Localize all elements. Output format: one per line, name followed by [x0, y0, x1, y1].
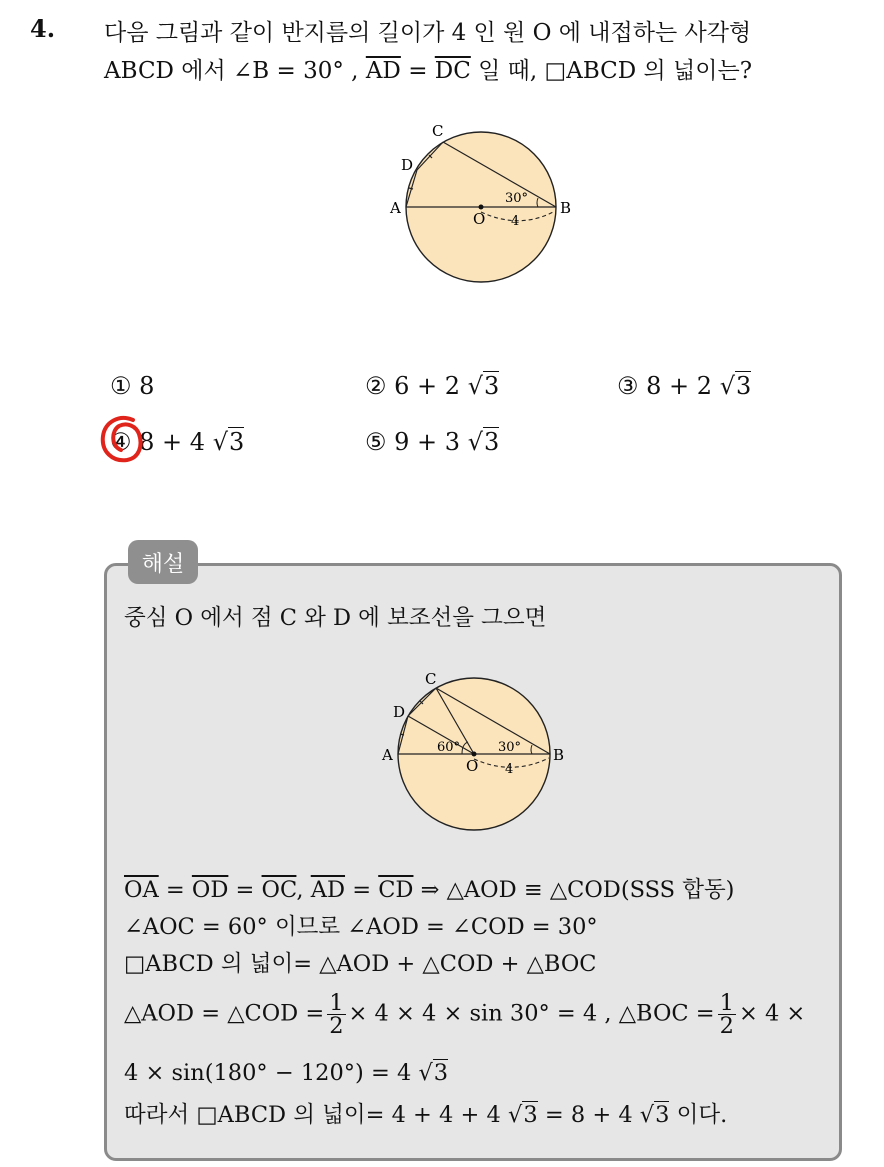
fraction-numerator: 1 — [719, 990, 734, 1016]
solution-line-6 — [124, 1097, 727, 1129]
choice-4-radicand: 3 — [229, 428, 245, 456]
sqrt-sign: √3 — [639, 1102, 670, 1128]
segment-oa: $\overline{OA}$ — [124, 877, 159, 903]
label-angle-30: 30° — [505, 191, 529, 206]
solution-tab: 해설 — [128, 540, 198, 584]
equals-sign: = — [352, 877, 372, 903]
label-d: D — [401, 156, 414, 174]
solution-line-1-rest: ⇒ △AOD ≡ △COD(SSS 합동) — [420, 877, 735, 903]
choice-2-number: ② — [365, 372, 387, 400]
solution-line-6-post: 이다. — [676, 1102, 728, 1128]
sqrt-sign: √3 — [508, 1102, 538, 1128]
choice-2[interactable] — [365, 372, 499, 400]
center-dot — [472, 752, 477, 757]
label-d: D — [393, 703, 406, 721]
solution-line-4-a: △AOD = △COD = — [124, 1000, 325, 1027]
label-c: C — [425, 670, 437, 688]
choice-4-value: 8 + 4 — [139, 428, 206, 456]
fraction-numerator: 1 — [329, 990, 344, 1016]
choice-1[interactable] — [110, 372, 154, 400]
choice-3-number: ③ — [617, 372, 639, 400]
label-radius: 4 — [505, 762, 514, 777]
solution-line-2: ∠AOC = 60° 이므로 ∠AOD = ∠COD = 30° — [124, 914, 598, 940]
sqrt-sign: √3 — [418, 1060, 449, 1086]
solution-line-5-pre: 4 × sin(180° − 120°) = 4 — [124, 1060, 412, 1086]
choice-3-radicand: 3 — [736, 372, 752, 400]
choice-1-number: ① — [110, 372, 132, 400]
label-angle-30: 30° — [498, 740, 522, 755]
fraction-denominator: 2 — [719, 1013, 734, 1039]
question-figure — [380, 118, 580, 288]
choice-1-value: 8 — [139, 372, 155, 400]
sqrt-sign: √3 — [212, 428, 245, 456]
choice-5-number: ⑤ — [365, 428, 387, 456]
choice-2-value: 6 + 2 — [394, 372, 461, 400]
question-line-2-suffix: 일 때, □ABCD 의 넓이는? — [478, 58, 753, 84]
question-line-1: 다음 그림과 같이 반지름의 길이가 4 인 원 O 에 내접하는 사각형 — [104, 20, 752, 46]
label-b: B — [553, 746, 565, 764]
label-radius: 4 — [511, 214, 520, 229]
sqrt-sign: √3 — [719, 372, 752, 400]
solution-figure — [378, 668, 578, 836]
radicand: 3 — [655, 1102, 670, 1128]
segment-ad: $\overline{AD}$ — [365, 58, 401, 84]
choice-5[interactable] — [365, 428, 499, 456]
equals-sign: = — [408, 58, 428, 84]
label-o: O — [466, 757, 479, 775]
equals-sign: = — [235, 877, 255, 903]
label-o: O — [473, 210, 486, 228]
radicand: 3 — [433, 1060, 449, 1086]
choice-3[interactable] — [617, 372, 751, 400]
solution-line-3: □ABCD 의 넓이= △AOD + △COD + △BOC — [124, 951, 597, 977]
sqrt-sign: √3 — [467, 428, 500, 456]
segment-ad: $\overline{AD}$ — [310, 877, 346, 903]
sqrt-sign: √3 — [467, 372, 500, 400]
solution-intro: 중심 O 에서 점 C 와 D 에 보조선을 그으면 — [124, 605, 547, 631]
segment-oc: $\overline{OC}$ — [261, 877, 297, 903]
solution-line-1 — [124, 872, 734, 904]
solution-line-4-b: × 4 × 4 × sin 30° = 4 , △BOC = — [348, 1000, 715, 1027]
question-line-2 — [104, 52, 874, 90]
segment-cd: $\overline{CD}$ — [378, 877, 414, 903]
center-dot — [479, 205, 484, 210]
answer-mark-circle — [99, 414, 145, 466]
fraction-half — [327, 992, 345, 1037]
solution-line-5 — [124, 1060, 448, 1086]
question-line-2-prefix: ABCD 에서 ∠B = 30° , — [104, 58, 359, 84]
label-b: B — [560, 199, 572, 217]
equals-sign: = — [165, 877, 185, 903]
solution-line-6-mid: = 8 + 4 — [544, 1102, 633, 1128]
solution-line-4-c: × 4 × — [738, 1000, 806, 1027]
question-text — [104, 14, 874, 90]
solution-line-4 — [124, 992, 805, 1037]
fraction-half — [718, 992, 736, 1037]
comma: , — [296, 877, 304, 903]
solution-line-6-pre: 따라서 □ABCD 의 넓이= 4 + 4 + 4 — [124, 1102, 501, 1128]
choice-5-value: 9 + 3 — [394, 428, 461, 456]
question-number: 4. — [30, 14, 56, 43]
choice-5-radicand: 3 — [484, 428, 500, 456]
choice-2-radicand: 3 — [484, 372, 500, 400]
choice-4-number: ④ — [110, 428, 132, 456]
choice-3-value: 8 + 2 — [646, 372, 713, 400]
radicand: 3 — [523, 1102, 538, 1128]
label-a: A — [390, 199, 401, 217]
segment-dc: $\overline{DC}$ — [434, 58, 471, 84]
label-angle-60: 60° — [437, 740, 461, 755]
label-a: A — [382, 746, 393, 764]
label-c: C — [432, 122, 444, 140]
fraction-denominator: 2 — [329, 1013, 344, 1039]
segment-od: $\overline{OD}$ — [191, 877, 229, 903]
